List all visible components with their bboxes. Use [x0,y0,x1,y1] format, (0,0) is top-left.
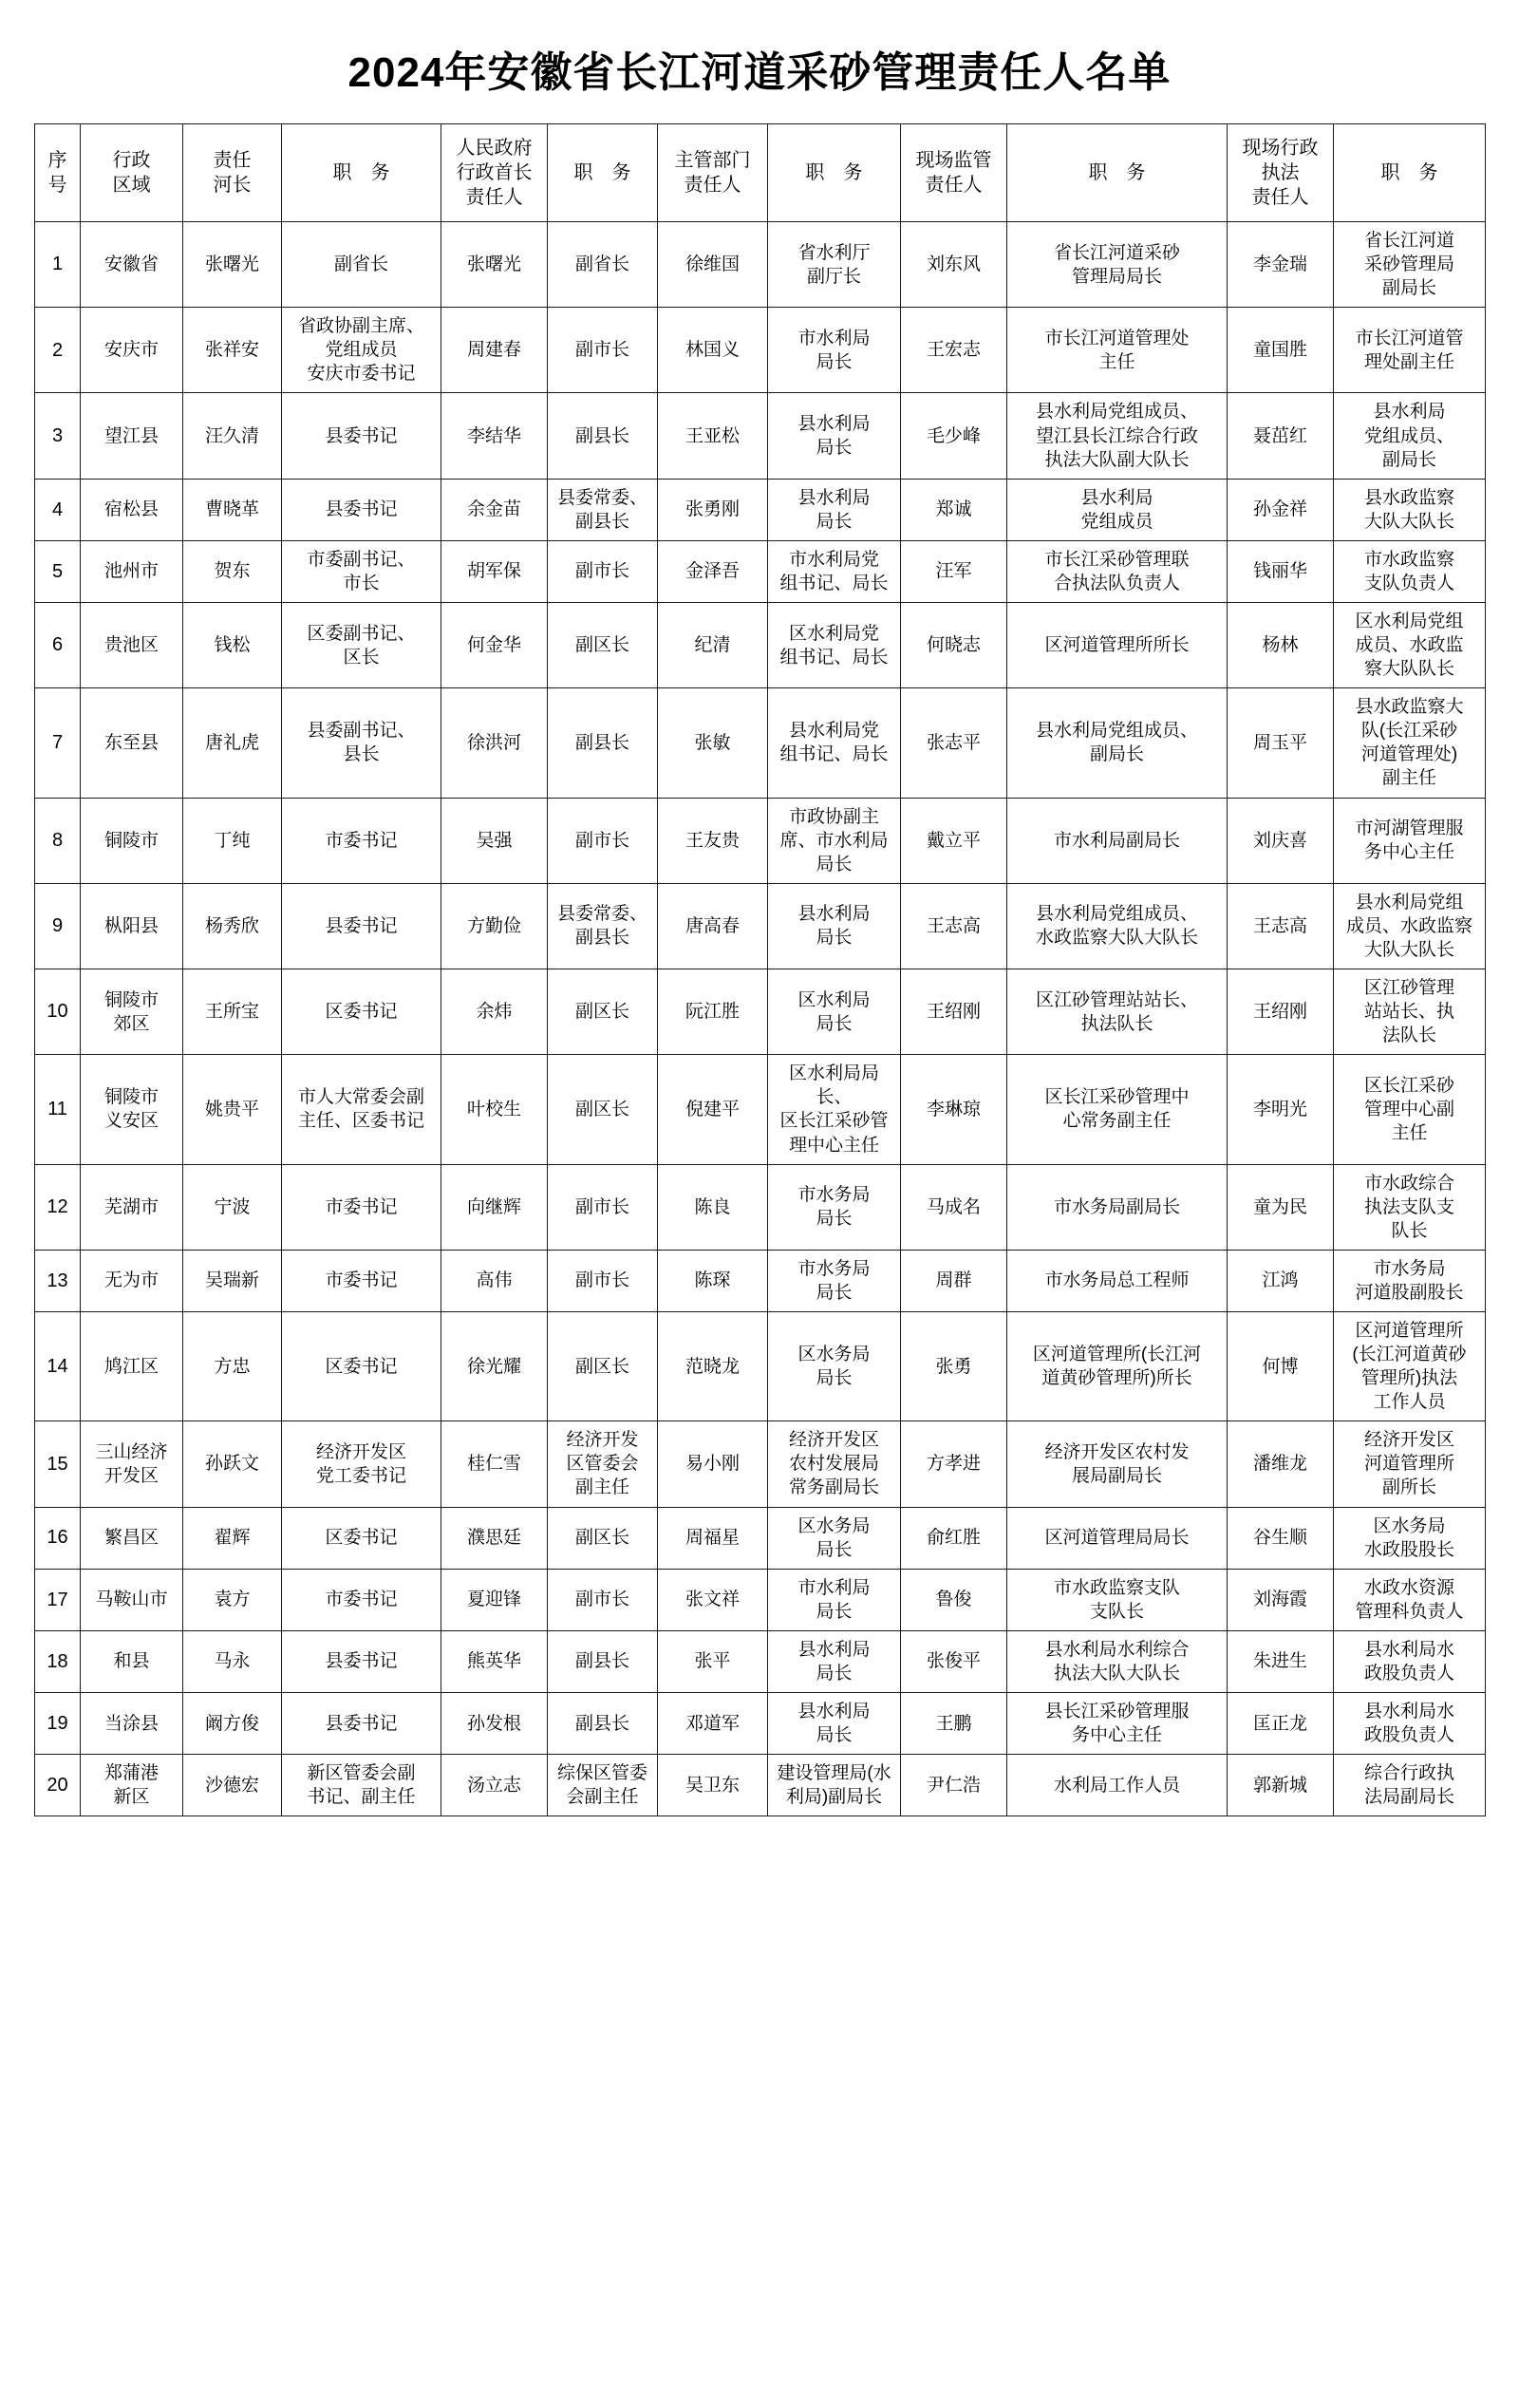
table-cell: 副县长 [548,1630,658,1692]
table-cell: 市委书记 [282,1164,441,1250]
table-cell: 副市长 [548,308,658,393]
table-cell: 钱丽华 [1228,540,1334,602]
table-cell: 市人大常委会副 主任、区委书记 [282,1055,441,1164]
table-cell: 余炜 [441,969,548,1055]
table-cell: 副市长 [548,1164,658,1250]
table-cell: 市水政监察 支队负责人 [1334,540,1486,602]
table-cell: 陈琛 [658,1250,768,1311]
row-index-cell: 13 [35,1250,81,1311]
table-cell: 市水务局 局长 [768,1164,901,1250]
table-cell: 县水利局水 政股负责人 [1334,1630,1486,1692]
table-cell: 孙发根 [441,1692,548,1754]
table-cell: 桂仁雪 [441,1421,548,1507]
table-cell: 区水务局 水政股股长 [1334,1507,1486,1569]
table-cell: 谷生顺 [1228,1507,1334,1569]
table-row [35,688,1486,798]
table-cell: 市水利局 局长 [768,308,901,393]
table-cell: 朱进生 [1228,1630,1334,1692]
table-cell: 李结华 [441,393,548,479]
column-header-enforcement-officer-title: 职 务 [1334,124,1486,222]
table-cell: 贵池区 [81,603,183,688]
table-cell: 区委书记 [282,1507,441,1569]
table-cell: 市长江采砂管理联 合执法队负责人 [1007,540,1228,602]
table-cell: 马鞍山市 [81,1569,183,1630]
table-cell: 望江县 [81,393,183,479]
table-cell: 徐维国 [658,222,768,308]
table-cell: 何晓志 [901,603,1007,688]
table-cell: 汪军 [901,540,1007,602]
table-cell: 何博 [1228,1311,1334,1420]
table-cell: 综保区管委 会副主任 [548,1755,658,1816]
table-cell: 方忠 [183,1311,282,1420]
table-cell: 县水利局党 组书记、局长 [768,688,901,798]
table-cell: 副市长 [548,1569,658,1630]
table-cell: 吴瑞新 [183,1250,282,1311]
table-header-row [35,124,1486,222]
table-cell: 副县长 [548,688,658,798]
table-cell: 吴卫东 [658,1755,768,1816]
table-cell: 区水利局党组 成员、水政监 察大队队长 [1334,603,1486,688]
column-header-index: 序 号 [35,124,81,222]
table-cell: 繁昌区 [81,1507,183,1569]
table-cell: 张勇 [901,1311,1007,1420]
table-cell: 纪清 [658,603,768,688]
table-cell: 倪建平 [658,1055,768,1164]
table-cell: 王鹏 [901,1692,1007,1754]
column-header-government-head-title: 职 务 [548,124,658,222]
column-header-site-supervisor-title: 职 务 [1007,124,1228,222]
table-row [35,479,1486,540]
table-row [35,1164,1486,1250]
row-index-cell: 8 [35,798,81,883]
table-cell: 濮思廷 [441,1507,548,1569]
table-cell: 区水利局局长、 区长江采砂管 理中心主任 [768,1055,901,1164]
table-cell: 毛少峰 [901,393,1007,479]
table-row [35,1692,1486,1754]
row-index-cell: 16 [35,1507,81,1569]
table-cell: 丁纯 [183,798,282,883]
table-cell: 市委书记 [282,1250,441,1311]
table-cell: 宁波 [183,1164,282,1250]
table-cell: 向继辉 [441,1164,548,1250]
table-row [35,883,1486,969]
table-cell: 姚贵平 [183,1055,282,1164]
table-cell: 汪久清 [183,393,282,479]
table-cell: 郑蒲港 新区 [81,1755,183,1816]
table-cell: 县委书记 [282,1630,441,1692]
table-cell: 安庆市 [81,308,183,393]
table-cell: 周群 [901,1250,1007,1311]
table-cell: 县水利局 党组成员 [1007,479,1228,540]
table-cell: 林国义 [658,308,768,393]
table-cell: 唐高春 [658,883,768,969]
table-cell: 王友贵 [658,798,768,883]
table-row [35,1630,1486,1692]
table-cell: 副区长 [548,1311,658,1420]
table-cell: 唐礼虎 [183,688,282,798]
table-cell: 水利局工作人员 [1007,1755,1228,1816]
table-cell: 张勇刚 [658,479,768,540]
table-cell: 徐光耀 [441,1311,548,1420]
table-cell: 钱松 [183,603,282,688]
table-cell: 县委副书记、 县长 [282,688,441,798]
table-cell: 铜陵市 郊区 [81,969,183,1055]
table-cell: 区委书记 [282,969,441,1055]
table-cell: 县水利局 局长 [768,393,901,479]
row-index-cell: 7 [35,688,81,798]
table-row [35,1755,1486,1816]
table-cell: 熊英华 [441,1630,548,1692]
responsibility-roster-table [34,123,1486,1816]
table-cell: 阮江胜 [658,969,768,1055]
table-cell: 副县长 [548,1692,658,1754]
table-cell: 刘庆喜 [1228,798,1334,883]
table-cell: 区水务局 局长 [768,1507,901,1569]
table-row [35,1507,1486,1569]
table-cell: 区长江采砂 管理中心副 主任 [1334,1055,1486,1164]
table-row [35,222,1486,308]
row-index-cell: 17 [35,1569,81,1630]
table-cell: 郑诚 [901,479,1007,540]
table-cell: 池州市 [81,540,183,602]
table-cell: 王亚松 [658,393,768,479]
table-cell: 县委常委、 副县长 [548,479,658,540]
table-cell: 张平 [658,1630,768,1692]
table-cell: 市河湖管理服 务中心主任 [1334,798,1486,883]
table-cell: 杨林 [1228,603,1334,688]
table-cell: 区江砂管理站站长、 执法队长 [1007,969,1228,1055]
table-cell: 水政水资源 管理科负责人 [1334,1569,1486,1630]
table-cell: 副市长 [548,798,658,883]
table-cell: 无为市 [81,1250,183,1311]
table-cell: 铜陵市 义安区 [81,1055,183,1164]
table-cell: 县水利局 党组成员、 副局长 [1334,393,1486,479]
table-cell: 阚方俊 [183,1692,282,1754]
table-cell: 马永 [183,1630,282,1692]
table-cell: 区委副书记、 区长 [282,603,441,688]
table-cell: 当涂县 [81,1692,183,1754]
table-cell: 县水政监察大 队(长江采砂 河道管理处) 副主任 [1334,688,1486,798]
table-cell: 县委书记 [282,883,441,969]
table-cell: 金泽吾 [658,540,768,602]
table-cell: 市委书记 [282,1569,441,1630]
page-title: 2024年安徽省长江河道采砂管理责任人名单 [347,49,1172,96]
table-cell: 区水利局 局长 [768,969,901,1055]
table-cell: 省长江河道采砂 管理局局长 [1007,222,1228,308]
table-cell: 铜陵市 [81,798,183,883]
table-cell: 张敏 [658,688,768,798]
table-cell: 周玉平 [1228,688,1334,798]
table-cell: 市政协副主 席、市水利局 局长 [768,798,901,883]
column-header-river-chief: 责任 河长 [183,124,282,222]
table-cell: 综合行政执 法局副局长 [1334,1755,1486,1816]
column-header-department-lead-title: 职 务 [768,124,901,222]
table-cell: 王绍刚 [1228,969,1334,1055]
table-cell: 经济开发区 农村发展局 常务副局长 [768,1421,901,1507]
table-cell: 王宏志 [901,308,1007,393]
table-cell: 童为民 [1228,1164,1334,1250]
table-cell: 张俊平 [901,1630,1007,1692]
row-index-cell: 19 [35,1692,81,1754]
table-cell: 叶校生 [441,1055,548,1164]
table-cell: 王绍刚 [901,969,1007,1055]
table-cell: 周建春 [441,308,548,393]
table-cell: 市水务局总工程师 [1007,1250,1228,1311]
table-cell: 王志高 [901,883,1007,969]
table-cell: 三山经济 开发区 [81,1421,183,1507]
table-cell: 尹仁浩 [901,1755,1007,1816]
table-cell: 戴立平 [901,798,1007,883]
table-cell: 县水利局党组成员、 水政监察大队大队长 [1007,883,1228,969]
table-cell: 鸠江区 [81,1311,183,1420]
table-cell: 副区长 [548,1507,658,1569]
table-cell: 县水利局党组 成员、水政监察 大队大队长 [1334,883,1486,969]
table-row [35,1055,1486,1164]
table-cell: 和县 [81,1630,183,1692]
table-cell: 市水利局副局长 [1007,798,1228,883]
table-body [35,222,1486,1816]
table-cell: 枞阳县 [81,883,183,969]
table-cell: 聂茁红 [1228,393,1334,479]
row-index-cell: 15 [35,1421,81,1507]
table-cell: 邓道军 [658,1692,768,1754]
table-cell: 区河道管理所(长江河 道黄砂管理所)所长 [1007,1311,1228,1420]
table-cell: 童国胜 [1228,308,1334,393]
column-header-region: 行政 区域 [81,124,183,222]
table-cell: 贺东 [183,540,282,602]
table-cell: 李明光 [1228,1055,1334,1164]
row-index-cell: 18 [35,1630,81,1692]
table-row [35,1250,1486,1311]
column-header-enforcement-officer: 现场行政 执法 责任人 [1228,124,1334,222]
row-index-cell: 12 [35,1164,81,1250]
table-cell: 副区长 [548,1055,658,1164]
table-cell: 方勤俭 [441,883,548,969]
table-cell: 县水利局水 政股负责人 [1334,1692,1486,1754]
table-cell: 经济开发区 党工委书记 [282,1421,441,1507]
table-row [35,969,1486,1055]
table-cell: 张曙光 [183,222,282,308]
table-cell: 张志平 [901,688,1007,798]
table-cell: 方孝进 [901,1421,1007,1507]
table-cell: 县委书记 [282,393,441,479]
table-cell: 副区长 [548,603,658,688]
table-cell: 王所宝 [183,969,282,1055]
table-cell: 副市长 [548,540,658,602]
row-index-cell: 20 [35,1755,81,1816]
table-cell: 范晓龙 [658,1311,768,1420]
table-cell: 县水利局 局长 [768,1692,901,1754]
table-cell: 经济开发区农村发 展局副局长 [1007,1421,1228,1507]
table-header [35,124,1486,222]
table-cell: 何金华 [441,603,548,688]
table-cell: 县委书记 [282,479,441,540]
table-cell: 县委常委、 副县长 [548,883,658,969]
table-cell: 潘维龙 [1228,1421,1334,1507]
table-cell: 市长江河道管 理处副主任 [1334,308,1486,393]
table-cell: 易小刚 [658,1421,768,1507]
table-cell: 李琳琼 [901,1055,1007,1164]
table-cell: 市水务局 河道股副股长 [1334,1250,1486,1311]
row-index-cell: 3 [35,393,81,479]
table-cell: 俞红胜 [901,1507,1007,1569]
table-cell: 杨秀欣 [183,883,282,969]
column-header-department-lead: 主管部门 责任人 [658,124,768,222]
table-cell: 市长江河道管理处 主任 [1007,308,1228,393]
table-row [35,798,1486,883]
table-cell: 江鸿 [1228,1250,1334,1311]
table-cell: 李金瑞 [1228,222,1334,308]
table-cell: 陈良 [658,1164,768,1250]
table-cell: 张曙光 [441,222,548,308]
table-cell: 郭新城 [1228,1755,1334,1816]
table-cell: 区水务局 局长 [768,1311,901,1420]
row-index-cell: 2 [35,308,81,393]
column-header-government-head: 人民政府 行政首长 责任人 [441,124,548,222]
table-cell: 副省长 [282,222,441,308]
table-row [35,603,1486,688]
table-cell: 余金苗 [441,479,548,540]
table-cell: 高伟 [441,1250,548,1311]
table-cell: 省水利厅 副厅长 [768,222,901,308]
row-index-cell: 5 [35,540,81,602]
table-cell: 汤立志 [441,1755,548,1816]
table-cell: 宿松县 [81,479,183,540]
table-cell: 区河道管理局局长 [1007,1507,1228,1569]
table-cell: 沙德宏 [183,1755,282,1816]
table-cell: 孙跃文 [183,1421,282,1507]
table-cell: 市水务局副局长 [1007,1164,1228,1250]
table-cell: 市水利局 局长 [768,1569,901,1630]
table-cell: 市水利局党 组书记、局长 [768,540,901,602]
table-cell: 副省长 [548,222,658,308]
row-index-cell: 10 [35,969,81,1055]
table-cell: 县水利局 局长 [768,883,901,969]
table-cell: 县水利局水利综合 执法大队大队长 [1007,1630,1228,1692]
table-cell: 徐洪河 [441,688,548,798]
table-cell: 区河道管理所所长 [1007,603,1228,688]
table-cell: 吴强 [441,798,548,883]
table-cell: 县长江采砂管理服 务中心主任 [1007,1692,1228,1754]
table-cell: 区河道管理所 (长江河道黄砂 管理所)执法 工作人员 [1334,1311,1486,1420]
table-cell: 市水政监察支队 支队长 [1007,1569,1228,1630]
column-header-river-chief-title: 职 务 [282,124,441,222]
table-cell: 胡军保 [441,540,548,602]
table-cell: 王志高 [1228,883,1334,969]
row-index-cell: 4 [35,479,81,540]
table-cell: 市水政综合 执法支队支 队长 [1334,1164,1486,1250]
table-cell: 区江砂管理 站站长、执 法队长 [1334,969,1486,1055]
table-cell: 区水利局党 组书记、局长 [768,603,901,688]
table-cell: 芜湖市 [81,1164,183,1250]
table-cell: 刘东风 [901,222,1007,308]
row-index-cell: 14 [35,1311,81,1420]
table-cell: 市委书记 [282,798,441,883]
table-cell: 建设管理局(水 利局)副局长 [768,1755,901,1816]
table-cell: 省长江河道 采砂管理局 副局长 [1334,222,1486,308]
table-cell: 曹晓革 [183,479,282,540]
table-cell: 袁方 [183,1569,282,1630]
row-index-cell: 1 [35,222,81,308]
table-cell: 刘海霞 [1228,1569,1334,1630]
table-row [35,540,1486,602]
table-cell: 安徽省 [81,222,183,308]
table-cell: 张文祥 [658,1569,768,1630]
table-cell: 县水利局党组成员、 望江县长江综合行政 执法大队副大队长 [1007,393,1228,479]
table-cell: 经济开发 区管委会 副主任 [548,1421,658,1507]
table-cell: 县委书记 [282,1692,441,1754]
table-cell: 新区管委会副 书记、副主任 [282,1755,441,1816]
table-cell: 马成名 [901,1164,1007,1250]
row-index-cell: 11 [35,1055,81,1164]
table-row [35,1569,1486,1630]
table-cell: 市委副书记、 市长 [282,540,441,602]
table-cell: 县水利局党组成员、 副局长 [1007,688,1228,798]
table-cell: 县水政监察 大队大队长 [1334,479,1486,540]
table-cell: 市水务局 局长 [768,1250,901,1311]
table-cell: 周福星 [658,1507,768,1569]
table-row [35,1311,1486,1420]
table-cell: 区长江采砂管理中 心常务副主任 [1007,1055,1228,1164]
table-cell: 省政协副主席、 党组成员 安庆市委书记 [282,308,441,393]
table-cell: 匡正龙 [1228,1692,1334,1754]
table-row [35,1421,1486,1507]
table-cell: 孙金祥 [1228,479,1334,540]
table-cell: 副区长 [548,969,658,1055]
table-row [35,393,1486,479]
table-cell: 区委书记 [282,1311,441,1420]
table-row [35,308,1486,393]
table-cell: 张祥安 [183,308,282,393]
row-index-cell: 6 [35,603,81,688]
table-cell: 翟辉 [183,1507,282,1569]
table-cell: 夏迎锋 [441,1569,548,1630]
column-header-site-supervisor: 现场监管 责任人 [901,124,1007,222]
table-cell: 副市长 [548,1250,658,1311]
row-index-cell: 9 [35,883,81,969]
table-cell: 东至县 [81,688,183,798]
table-cell: 县水利局 局长 [768,1630,901,1692]
table-cell: 县水利局 局长 [768,479,901,540]
table-cell: 副县长 [548,393,658,479]
table-cell: 经济开发区 河道管理所 副所长 [1334,1421,1486,1507]
table-cell: 鲁俊 [901,1569,1007,1630]
